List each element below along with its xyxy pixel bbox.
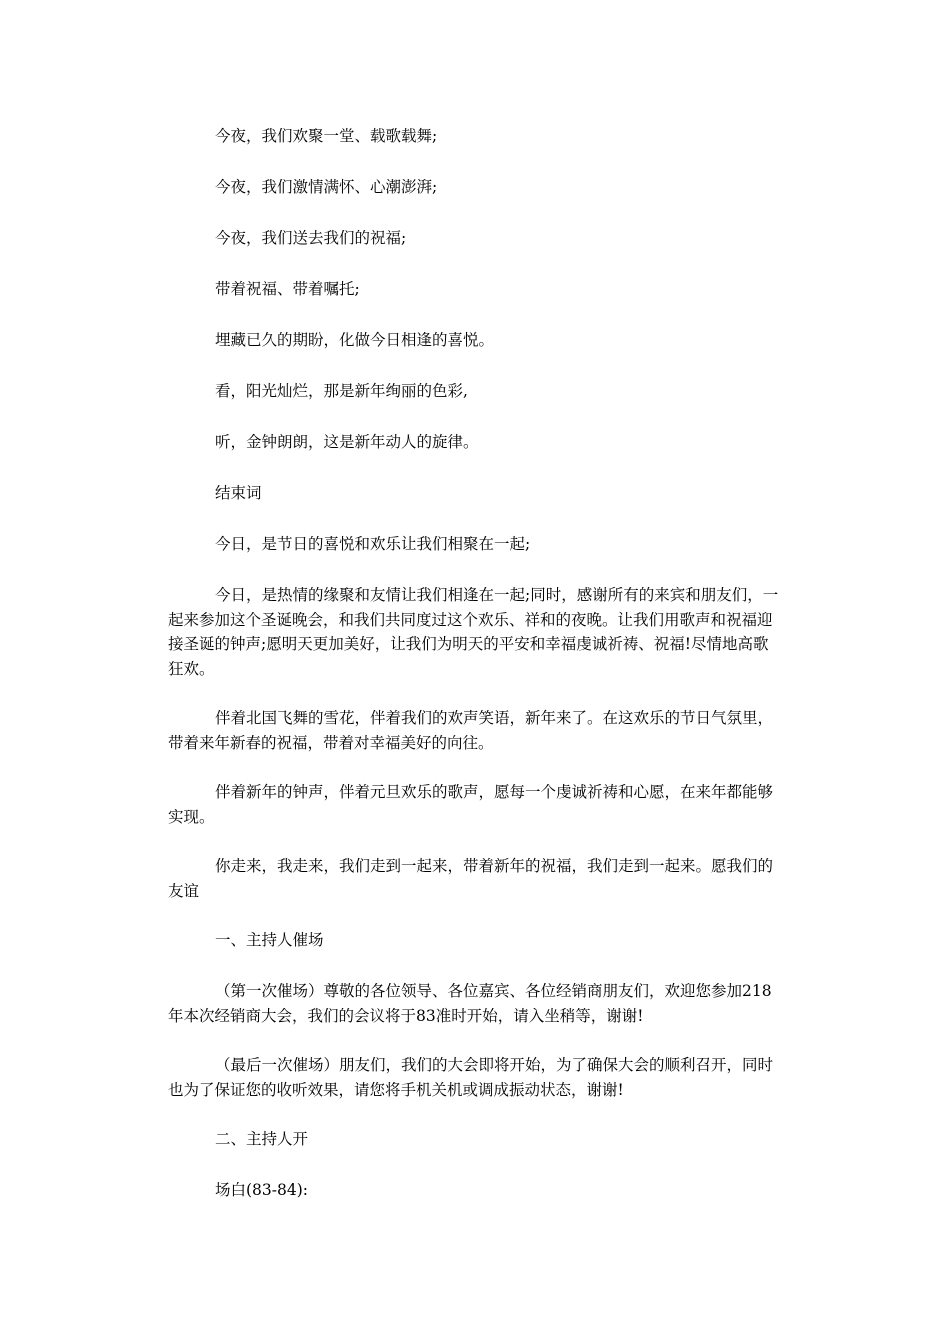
paragraph: 场白(83-84): (215, 1181, 309, 1199)
section-heading: 结束词 (215, 484, 262, 502)
paragraph: 伴着北国飞舞的雪花，伴着我们的欢声笑语，新年来了。在这欢乐的节日气氛里，带着来年新春的祝福，带着对幸福美好的向往。 (168, 709, 774, 752)
section-heading: 一、主持人催场 (215, 931, 324, 949)
paragraph: 今夜，我们欢聚一堂、载歌载舞; (215, 127, 438, 145)
paragraph: 埋藏已久的期盼，化做今日相逢的喜悦。 (215, 331, 495, 349)
paragraph: （最后一次催场）朋友们，我们的大会即将开始，为了确保大会的顺利召开，同时也为了保证您的收听效果，请您将手机关机或调成振动状态，谢谢! (168, 1056, 774, 1099)
paragraph: 听，金钟朗朗，这是新年动人的旋律。 (215, 433, 479, 451)
paragraph: 今夜，我们激情满怀、心潮澎湃; (215, 178, 438, 196)
paragraph: 你走来，我走来，我们走到一起来，带着新年的祝福，我们走到一起来。愿我们的友谊 (168, 857, 774, 900)
paragraph: 今日，是热情的缘聚和友情让我们相逢在一起;同时，感谢所有的来宾和朋友们，一起来参加这个圣诞晚会，和我们共同度过这个欢乐、祥和的夜晚。让我们用歌声和祝福迎接圣诞的钟声;愿明天更加美好，让我们为明天的平安和幸福虔诚祈祷、祝福!尽情地高歌狂欢。 (168, 586, 779, 678)
paragraph: 今日，是节日的喜悦和欢乐让我们相聚在一起; (215, 535, 531, 553)
document-body (168, 124, 780, 1229)
paragraph: 伴着新年的钟声，伴着元旦欢乐的歌声，愿每一个虔诚祈祷和心愿，在来年都能够实现。 (168, 783, 774, 826)
paragraph: （第一次催场）尊敬的各位领导、各位嘉宾、各位经销商朋友们，欢迎您参加218年本次经销商大会，我们的会议将于83准时开始，请入坐稍等，谢谢! (168, 982, 772, 1025)
paragraph: 今夜，我们送去我们的祝福; (215, 229, 407, 247)
section-heading: 二、主持人开 (215, 1130, 309, 1148)
paragraph: 带着祝福、带着嘱托; (215, 280, 360, 298)
paragraph: 看，阳光灿烂，那是新年绚丽的色彩, (215, 382, 468, 400)
